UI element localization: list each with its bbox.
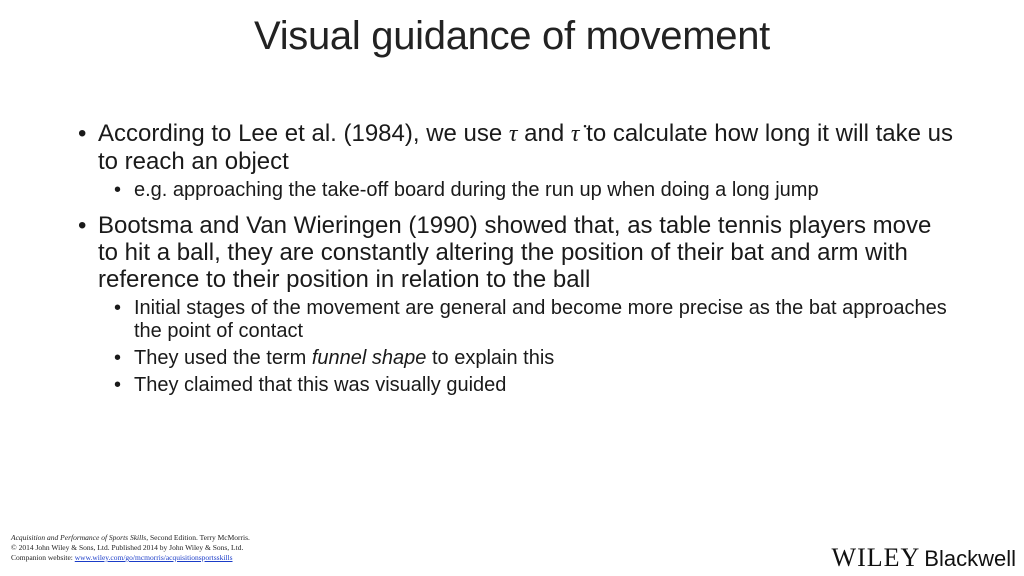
sub-bullet-long-jump: [114, 179, 956, 202]
funnel-shape-term: funnel shape: [311, 347, 427, 369]
wiley-blackwell-logo: [832, 543, 1016, 573]
bullet-bootsma-text: Bootsma and Van Wieringen (1990) showed that, as table tennis players move to hit a ball, they are constantly altering the position of their bat and arm with reference to their position in relation to the ball: [98, 212, 932, 293]
sub-bullet-text: e.g. approaching the take-off board during the run up when doing a long jump: [134, 179, 819, 201]
tau-dot-symbol: τ̇: [570, 121, 580, 147]
bullet-bootsma: [76, 212, 956, 293]
bullet-lee-suffix: to calculate how long it will take us to reach an object: [98, 120, 954, 175]
slide-content: [76, 114, 956, 397]
companion-label: Companion website:: [11, 553, 75, 562]
copyright-text: © 2014 John Wiley & Sons, Ltd. Published 2014 by John Wiley & Sons, Ltd.: [11, 543, 244, 552]
slide-title: Visual guidance of movement: [254, 14, 770, 58]
edition-text: , Second Edition. Terry McMorris.: [146, 533, 250, 542]
companion-website-link[interactable]: www.wiley.com/go/mcmorris/acquisitionsportsskills: [74, 553, 233, 562]
sub-bullet-text: They claimed that this was visually guided: [134, 374, 507, 396]
bullet-dot: •: [78, 120, 87, 147]
tau-symbol: τ: [508, 121, 518, 147]
bullet-lee: [76, 120, 956, 175]
copyright-footer: [11, 533, 331, 563]
sub-bullet-text: Initial stages of the movement are general and become more precise as the bat approaches the point of contact: [134, 297, 947, 342]
bullet-dot: •: [78, 212, 87, 239]
bullet-lee-and: and: [517, 120, 571, 147]
bullet-dot: •: [114, 297, 122, 319]
bullet-dot: •: [114, 374, 122, 396]
bullet-lee-prefix: According to Lee et al. (1984), we use: [98, 120, 509, 147]
sub-bullet-funnel-shape: [114, 347, 956, 370]
book-title: Acquisition and Performance of Sports Skills: [11, 533, 147, 542]
bullet-dot: •: [114, 179, 122, 201]
bullet-dot: •: [114, 347, 122, 369]
sub-bullet-suffix: to explain this: [426, 347, 555, 369]
sub-bullet-visually-guided: [114, 374, 956, 397]
logo-wiley: WILEY: [831, 543, 921, 572]
sub-bullet-initial-stages: [114, 297, 956, 343]
sub-bullet-prefix: They used the term: [134, 347, 312, 369]
logo-blackwell: Blackwell: [924, 546, 1016, 571]
